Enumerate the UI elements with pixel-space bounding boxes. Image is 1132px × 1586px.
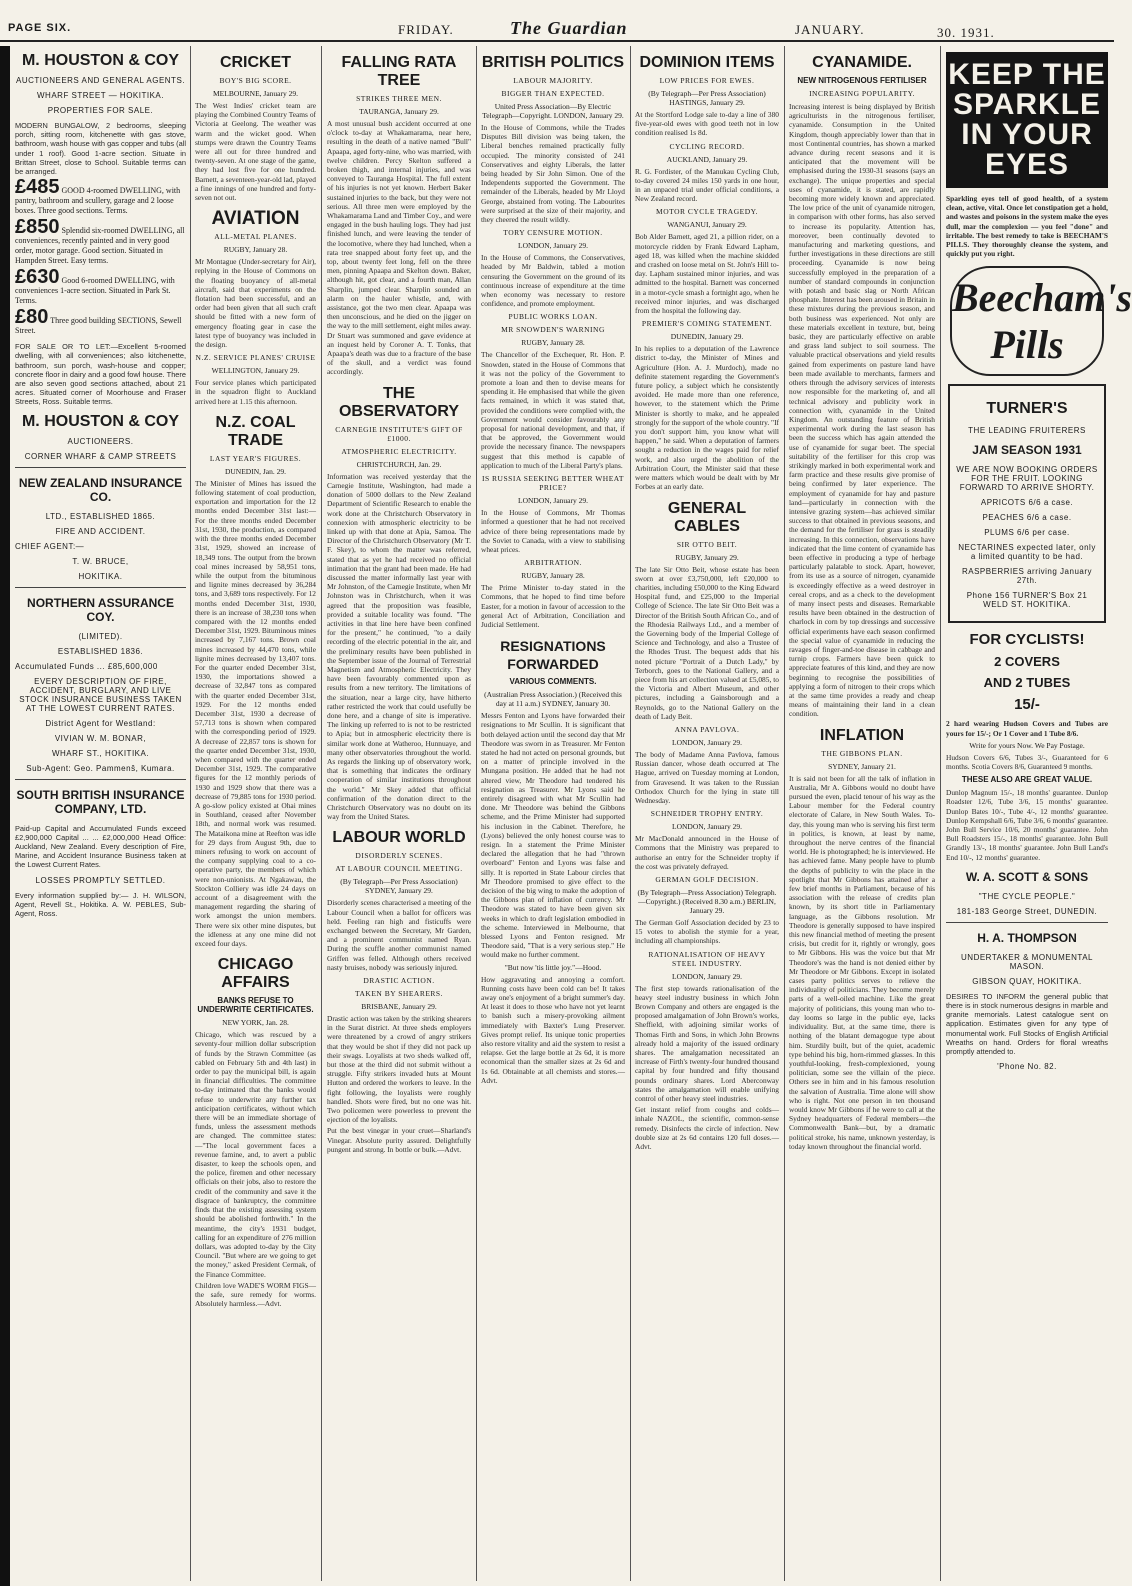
cricket-subhead: BOY'S BIG SCORE.	[219, 76, 292, 85]
column-1-ads	[12, 46, 189, 1581]
masthead-day: FRIDAY.	[398, 22, 454, 37]
divider	[15, 587, 186, 588]
aviation-subhead: ALL-METAL PLANES.	[214, 232, 297, 242]
drastic-subhead: DRASTIC ACTION.	[363, 976, 435, 986]
premier-body: In his replies to a deputation of the Lawrence district to-day, the Minister of Mines and Agriculture (Hon. A. J. Murdoch), made no definite statement regarding the Government's future policy, a subject which he consistently avoided. He made more than one reference, however, to the statement which the Prime Minister is shortly to make, and he appealed strongly for the support of the whole country. "If you don't support him, you know what will happen," he said. When a deputation of farmers sought a reduction in the wages paid for relief work, and also urged the abolition of the Arbitration Court, the Minister said that these were matters which would be dealt with by Mr Forbes at an early date.	[635, 344, 779, 492]
labour-subhead-2: AT LABOUR COUNCIL MEETING.	[335, 864, 463, 874]
page-label: PAGE SIX.	[8, 22, 72, 34]
cycling-body: R. G. Fordister, of the Manukau Cycling Club, to-day covered 24 miles 150 yards in one hour, in an unpaced trial under official conditions, a New Zealand record.	[635, 166, 779, 204]
column-rule	[321, 46, 322, 1581]
column-rule	[476, 46, 477, 1581]
houston-ad	[15, 52, 186, 461]
tory-dateline: LONDON, January 29.	[518, 241, 588, 251]
cyclists-tubes: AND 2 TUBES	[983, 675, 1071, 691]
nzs-dateline: WELLINGTON, January 29.	[211, 366, 300, 376]
hood-quote: "But now 'tis little joy."—Hood.	[504, 962, 602, 972]
northern-district: District Agent for Westland:	[45, 718, 156, 728]
scott-cycle: "THE CYCLE PEOPLE."	[978, 891, 1076, 901]
drastic-subhead-2: TAKEN BY SHEARERS.	[355, 989, 443, 999]
turners-peaches: PEACHES 6/6 a case.	[982, 513, 1072, 523]
price-80-value: £80	[15, 306, 49, 329]
beechams-logo: Beecham's Pills	[950, 266, 1104, 376]
motor-subhead: MOTOR CYCLE TRAGEDY.	[656, 207, 758, 217]
price-630-text: Good 6-roomed DWELLING, with conveniences 1-acre section. Situated in Park St. Terms.	[15, 276, 175, 306]
politics-body: In the House of Commons, while the Trades Disputes Bill division was being taken, the Liberal benches remained practically fully occupied. The minority consisted of 241 Conservatives and eighty Liberals, the latter being headed by Sir John Simon. One of the Independents supported the Government. The remainder of the Liberals, headed by Mr Lloyd George, abstained from voting. The Labourites were surprised at the size of their majority, and they cheered the result wildly.	[481, 123, 625, 225]
russia-dateline: LONDON, January 29.	[518, 496, 588, 506]
anna-body: The body of Madame Anna Pavlova, famous Russian dancer, whose death occurred at The Hague, arrived on Tuesday morning at London, from Gravesend. It was taken to the Russian Orthodox Church for the lying in state till Wednesday.	[635, 749, 779, 805]
coal-headline: N.Z. COAL TRADE	[215, 413, 296, 449]
scott-address: 181-183 George Street, DUNEDIN.	[956, 906, 1098, 916]
drastic-body: Drastic action was taken by the striking shearers in the Surat district. At three sheds employers were threatened by a crowd of angry strikers that they would be shot if they did not pack up their swags. Loyalists at two sheds walked off, but those at the third did not submit without a struggle. Fifty strikers invaded huts at Mount Hutton and ordered the workers to leave. In the fight following, the loyalists were roughly handled. Shots were fired, but no one was hit. Two policemen were powerless to prevent the ejection of the loyalists.	[327, 1014, 471, 1125]
observatory-subhead-2: ATMOSPHERIC ELECTRICITY.	[341, 446, 457, 456]
turners-leading: THE LEADING FRUITERERS	[968, 426, 1086, 436]
divider	[15, 467, 186, 468]
turners-jam: JAM SEASON 1931	[972, 443, 1082, 458]
nzs-body: Four service planes which participated in the squadron flight to Auckland arrived here at 1.15 this afternoon.	[195, 378, 316, 406]
column-rule	[630, 46, 631, 1581]
nz-insurance-chief: CHIEF AGENT:—	[15, 541, 85, 551]
snowden-subhead: MR SNOWDEN'S WARNING	[501, 325, 605, 335]
thompson-ad	[946, 931, 1108, 1071]
rata-subhead: STRIKES THREE MEN.	[356, 94, 442, 103]
loan-subhead: PUBLIC WORKS LOAN.	[508, 312, 598, 322]
price-485	[15, 176, 186, 216]
snowden-body: The Chancellor of the Exchequer, Rt. Hon. P. Snowden, stated in the House of Commons that it was not the policy of the Government to promote a loan and then to devise means for spending it. He emphasised that while the given facts remained, in which it was stated that, provided the conditions were complied with, the Government would consider favourably any proposal for national development, and that, if that be approved, the Government would provide the necessary finance. The newspapers suggest that this method is capable of application to much of the Liberal Party's plans.	[481, 350, 625, 470]
hood-advt: How aggravating and annoying a comfort. Running costs have been cold can be! It takes away one's enjoyment of a bright summer's day. At least it does to those who have not yet learnt to banish such a misery-provoking ailment immediately with Baxter's Lung Preserver. Gives prompt relief. Its unique tonic properties also restore vitality and aid the system to resist a relapse. Get the large bottle at 2s 6d, it is more economical than the smaller sizes at 2s 6d and 1s 6d. Obtainable at all chemists and stores.—Advt.	[481, 974, 625, 1085]
south-british-losses: LOSSES PROMPTLY SETTLED.	[35, 875, 166, 885]
column-3	[324, 46, 474, 1581]
houston-corner: CORNER WHARF & CAMP STREETS	[24, 451, 177, 461]
coal-body: The Minister of Mines has issued the following statement of coal production, exportation and importation for the 12 months ended December 31st last:— For the three months ended December 31st, 1930, the production, as compared with the three months ended December 31st, 1929, showed an increase of 18,349 tons. The output from the brown coal mines increased by 58,951 tons, while the output from the bituminous and lignite mines decreased by 36,284 tons, and 3,689 tons respectively. For 12 months ended December 31st, 1930, there is an increase of 38,230 tons when compared with the 12 months ended December 31st, 1929. Bituminous mines increased by 7,167 tons. Brown coal mines increased by 44,470 tons, while lignite mines decreased by 13,407 tons. For the quarter ended December 31st, 1930, the importations showed a decrease of 32,847 tons as compared with the quarter ended December 31st, 1929. For the 12 months ended December 31st, 1930 a decrease of 57,713 tons is shown when compared with the corresponding period of 1929. A decrease of 22,857 tons is shown for the quarter ended December 31st, 1930, when compared with the quarter ended December 31st, 1929. The comparative figures for the 12 monthly periods of 1930 and 1929 show that there was a decrease of 79,885 tons for 1930 period. A go-slow policy existed at Ohai mines in Southland, ceased after November 18th, and normal work was resumed. The Mataikona mine at Reefton was idle for 29 days from August 9th, due to miners refusing to work on account of the company supplying coal to a co-operative party, the members of which were non-unionists. At Ngakawau, the Stockton Colliery was idle 24 days on account of a disagreement with the management regarding the sharing of work amongst the union members. There were six other mine disputes, but the idleness at any one mine did not exceed four days.	[195, 478, 316, 949]
russia-body: In the House of Commons, Mr Thomas informed a questioner that he had not received advice of there being representations made by the Soviet to Canada, with a view to stabilising wheat prices.	[481, 508, 625, 554]
arbitration-body: The Prime Minister to-day stated in the Commons, that he hoped to find time before Easter, for a motion in favour of accession to the general Act of Arbitration, Conciliation and Judicial Settlement.	[481, 583, 625, 629]
turners-ad	[948, 384, 1106, 623]
nz-insurance-bruce: T. W. BRUCE,	[72, 556, 129, 566]
northern-vivian: VIVIAN W. M. BONAR,	[54, 733, 147, 743]
masthead	[0, 0, 1114, 42]
dominion-dateline: (By Telegraph—Per Press Association) HASTINGS, January 29.	[648, 89, 766, 107]
column-2	[192, 46, 319, 1581]
rata-body: A most unusual bush accident occurred at one o'clock to-day at Whakamarama, near here, resulting in the death of a native named "Bull" Apaapa, aged forty-nine, who was married, with twelve children. Percy Skelton suffered a broken thigh, and internal injuries, and was conveyed to Tauranga Hospital. The full extent of his injuries is not yet known. Herbert Baker sustained injuries to the back, but they were not serious. All three men were employed by the Whakamarama Land and Timber Coy., and were engaged in the bush hauling logs. They had just finished lunch, and were leaving the tender of the locomotive, where they had lunched, when a rata tree snapped about forty feet up, and the top, about twenty feet long, fell on the three men, pinning Apaapa and Skelton down. Baker, although hit, got clear, and a fourth man, Allan Sharplin, jumped clear. Sharplin sounded an alarm on the hauler whistle, and, with assistance, got the two men clear. Apaapa was then unconscious, and he died on the jigger on the way to the mill settlement, eight miles away. Dr Stuart was summoned and gave evidence at an inquest held by Coroner A. T. Tonks, that Apaapa's death was due to a fracture of the base of the skull, and a verdict was found accordingly.	[327, 119, 471, 377]
schneider-subhead: SCHNEIDER TROPHY ENTRY.	[650, 809, 764, 819]
left-margin-bar	[0, 46, 10, 1586]
northern-every: EVERY DESCRIPTION OF FIRE, ACCIDENT, BURGLARY, AND LIVE STOCK INSURANCE BUSINESS TAKEN AT THE LOWEST CURRENT RATES.	[19, 676, 182, 713]
observatory-subhead: CARNEGIE INSTITUTE'S GIFT OF £1000.	[335, 424, 463, 443]
tory-body: In the House of Commons, the Conservatives, headed by Mr Baldwin, tabled a motion censuring the Government on the ground of its continuous increase of expenditure at the time when economy was necessary to restore confidence, and promote employment.	[481, 253, 625, 309]
cricket-dateline: MELBOURNE, January 29.	[213, 89, 298, 98]
worm-advt: Children love WADE'S WORM FIGS—the safe, sure remedy for worms. Absolutely harmless.—Advt.	[195, 1280, 316, 1309]
keep-sparkle-banner: KEEP THE SPARKLE IN YOUR EYES	[946, 52, 1108, 188]
northern-est: ESTABLISHED 1836.	[57, 646, 144, 656]
column-6	[786, 46, 938, 1581]
steel-subhead: RATIONALISATION OF HEAVY STEEL INDUSTRY.	[648, 949, 766, 968]
turners-plums: PLUMS 6/6 per case.	[984, 528, 1070, 538]
chicago-headline: CHICAGO AFFAIRS	[217, 956, 294, 992]
snowden-dateline: RUGBY, January 28.	[521, 338, 585, 348]
nz-insurance-ad	[15, 476, 186, 581]
resignations-dateline: (Australian Press Association.) (Received this day at 11 a.m.) SYDNEY, January 30.	[484, 690, 622, 709]
northern-limited: (LIMITED).	[78, 631, 123, 641]
dominion-headline: DOMINION ITEMS	[639, 54, 775, 71]
cyanamide-headline: CYANAMIDE.	[812, 54, 912, 71]
cyclists-price: 15/-	[1014, 696, 1040, 714]
turners-apricots: APRICOTS 6/6 a case.	[980, 498, 1074, 508]
thompson-phone: 'Phone No. 82.	[997, 1062, 1057, 1072]
dunlop-list: Dunlop Magnum 15/-, 18 months' guarantee. Dunlop Roadster 12/6, Tube 3/6, 15 months' guarantee. Dunlop Bates 10/-, Tube 4/-, 12 months' guarantee. Dunlop Kempshall 6/6, Tube 3/6, 6 months' guarantee. John Bull Service 10/6, 20 months' guarantee. John Bull Roadsters 15/-, 18 months' guarantee. John Bull Grandly 13/-, 18 months' guarantee. John Bull Land's End 10/-, 12 months' guarantee.	[946, 788, 1108, 862]
inflation-dateline: SYDNEY, January 21.	[828, 761, 896, 771]
schneider-body: Mr MacDonald announced in the House of Commons that the Ministry was prepared to authorise an entry for the Schneider trophy if the cost was privately defrayed.	[635, 834, 779, 871]
nzs-subhead: N.Z. SERVICE PLANES' CRUISE	[195, 353, 316, 363]
otto-body: The late Sir Otto Beit, whose estate has been sworn at over £3,750,000, left £20,000 to charities, including £50,000 to the King Edward Hospital fund, and £25,000 to the Imperial College of Science. The late Sir Otto Beit was a Director of the British South African Co., and of the Rhodesia Railways Ltd., and a member of the Governing body of the Imperial College of Science and Technology, and also a Trustee of the Rhodes Trust. The bequest adds that his noted picture "Portrait of a Dutch Lady," by Terborch, goes to the National Gallery, and a piece from his art collection valued at £5,085, to the Victoria and Albert Museum, and other pictures, including a Gainsborough and a Reynolds, go to the National Gallery on the death of Lady Beit.	[635, 564, 779, 721]
northern-subagent: Sub-Agent: Geo. Pammenŝ, Kumara.	[26, 763, 175, 773]
chicago-subhead: BANKS REFUSE TO UNDERWRITE CERTIFICATES.	[197, 996, 314, 1015]
hudson-offer: 2 hard wearing Hudson Covers and Tubes are yours for 15/-; Or 1 Cover and 1 Tube 8/6.	[946, 719, 1108, 738]
column-5	[632, 46, 782, 1581]
arbitration-subhead: ARBITRATION.	[524, 558, 582, 568]
houston-title: M. HOUSTON & COY	[21, 52, 180, 69]
northern-wharf: WHARF ST., HOKITIKA.	[51, 748, 150, 758]
vinegar-advt: Put the best vinegar in your cruet—Sharland's Vinegar. Absolute purity assured. Delightfully pungent and strong. In bottle or bulk.—Advt.	[327, 1126, 471, 1154]
cricket-body: The West Indies' cricket team are playing the Combined Country Teams of Victoria at Geelong. The weather was warm and the wicket good. When stumps were drawn the Country Teams were all out for three hundred and twenty-seven. At one stage of the game, they had lost five for one hundred. Barnett, a seventeen-year-old lad, played a fine innings of one hundred and forty-seven not out.	[195, 101, 316, 203]
rata-dateline: TAURANGA, January 29.	[359, 107, 439, 116]
cyanamide-subhead: NEW NITROGENOUS FERTILISER	[797, 76, 927, 85]
politics-subhead: LABOUR MAJORITY.	[513, 76, 593, 85]
nazol-advt: Get instant relief from coughs and colds—inhale NAZOL, the scientific, common-sense remedy. Disinfects the circle of infection. New double size at 2s 6d contains 120 full doses.—Advt.	[635, 1105, 779, 1152]
scott-title: W. A. SCOTT & SONS	[965, 869, 1089, 884]
price-850	[15, 216, 186, 266]
dominion-subhead: LOW PRICES FOR EWES.	[659, 76, 755, 85]
aviation-headline: AVIATION	[211, 208, 300, 230]
scott-ad	[946, 870, 1108, 916]
masthead-month: JANUARY.	[795, 22, 865, 37]
observatory-body: Information was received yesterday that the Carnegie Institute, Washington, had made a donation of 5000 dollars to the New Zealand Department of Scientific Research to enable the work done at the Christchurch Observatory in connexion with atmospheric electricity to be linked up with that done at Apia, Samoa. The Director of the Christchurch Observatory (Mr T. F. Skey), to whom the matter was referred, stated that as yet he had received no official intimation that the grant had been made. He had discussed the matter informally last year with Mr Johnston, of the Carnegie Institute, when Mr Johnston was in Christchurch, when it was agreed that the proposition was feasible, provided a suitable locality was found. "The activities in that line here have been confined for the present," he continued, "to a daily recording of the electric potential in the air, and the preliminary results have been published in the September issue of the Journal of Terrestrial Magnetism and Atmospheric Electricity. They have been favourably commented upon as results from a new territory. The limitations of the situation, near a large city, have hitherto rather restricted the work that could usefully be done here, and a change of site is imperative. The linking up referred to is not to be restricted to Apia; but in atmospheric electricity there is similar work done at Watheroo, Hunnuaye, and many other observatories throughout the world. As regards the linking up of observatory work, that is something that indicates the ordinary cooperation of similar institutions throughout the world." Mr Skey added that official confirmation of the donation direct to the Christchurch Observatory was no doubt on its way from the United States.	[327, 471, 471, 822]
south-british-paidup: Paid-up Capital and Accumulated Funds exceed £2,900,000 Capital ... ... £2,000,000 Head Office: Auckland, New Zealand. Every description of Fire, Marine, and Accident Insurance Business taken at the Lowest Current Rates.	[15, 823, 186, 870]
cables-headline: GENERAL CABLES	[667, 499, 747, 535]
houston-props: PROPERTIES FOR SALE.	[47, 106, 154, 115]
south-british-title: SOUTH BRITISH INSURANCE COMPANY, LTD.	[16, 787, 185, 816]
coal-dateline: DUNEDIN, Jan. 29.	[224, 466, 287, 476]
price-485-value: £485	[15, 176, 60, 199]
divider	[15, 779, 186, 780]
schneider-dateline: LONDON, January 29.	[672, 822, 742, 832]
price-485-text: GOOD 4-roomed DWELLING, with pantry, bathroom and scullery, garage and 2 loose boxes. Three good sections. Terms.	[15, 186, 181, 216]
aviation-body: Mr Montague (Under-secretary for Air), replying in the House of Commons on the floating buoyancy of all-metal aircraft, said that experiments on the flotation had been successful, and an order had been given that all such craft should be fitted with a new form of emergency floating gear in case the latest type of buoyancy was included in the design.	[195, 257, 316, 350]
labour-headline: LABOUR WORLD	[332, 829, 466, 847]
coal-subhead: LAST YEAR'S FIGURES.	[209, 453, 302, 463]
northern-title: NORTHERN ASSURANCE COY.	[27, 595, 174, 624]
houston-auctioneers-2: AUCTIONEERS.	[67, 436, 134, 446]
price-80	[15, 306, 186, 336]
chicago-dateline: NEW YORK, Jan. 28.	[222, 1018, 289, 1028]
resignations-body: Messrs Fenton and Lyons have forwarded their resignations to Mr Scullin. It is significant that both delayed action until the second day that Mr Theodore was sworn in as Treasurer. Mr Fenton stated he had not acted on personal grounds, but on a matter of principle involved in the Mungana position. He added that he had not altered view, Mr Theodore had tendered his resignation as Treasurer. Mr Lyons said he entirely disagreed with what Mr Scullin had done. Mr Theodore was behind the Gibbons scheme, and the Prime Minister had supported his inclusion in the Cabinet. Therefore, he (Lyons) believed the only honest course was to resign. In a statement the Prime Minister declared the allegation that he had "thrown overboard" Fenton and Lyons was false and silly. It is reported in State Labour circles that Mr Theodore promised to give effect to the decision of the big wing to make the adoption of the Gibbons plan of inflation of currency. Mr Theodore was stated to have been given six weeks in which to draft legislation embodied in the scheme. Interviewed in Melbourne, that blessed Lyons and Fenton resigned. Mr Theodore said, "That is a very serious step." He would make no further comment.	[481, 711, 625, 960]
premier-dateline: DUNEDIN, January 29.	[670, 332, 744, 342]
cyanamide-body: Increasing interest is being displayed by British agriculturists in the nitrogenous fertiliser, cyanamide. Consumption in the United Kingdom, though appreciably lower than that in most Continental countries, has shown a marked advance during recent seasons and it is anticipated that the movement will be emphasised during the 1930-31 seasons (says an exchange). The unique properties and special uses of cyanamide, it is stated, are rapidly becoming more widely known and appreciated. The low price of the unit of cyanamide nitrogen, in comparison with other forms, has also served to increase its popularity. Attention has, moreover, been continually devoted to manufacturing and marketing questions, and further investigations in these directions are still proceeding. Cyanamide is now being successfully employed in the preparation of a number of standard compounds in conjunction with potash and basic slag or North African phosphate. Interest has been aroused in Britain in these mixtures during the previous season, and both business was experienced. Not only are these materials excellent in texture, but, being basic, they are particularly effective on arable and grass land subject to soil sourness. The valuable practical observations and yield results gained from experiments on pasture land have been made available to merchants, farmers and others through the advisory services of interests now responsible for the marketing of, and all technical advisory and publicity work in connection with, cyanamide in the United Kingdom. An outstanding feature of British experimental work during the last season has been the success which has again attended the use of cyanamide for sugar beet. The special suitability of the fertiliser for this crop was strikingly marked in both experimental work and farm practice and these results give promise of being confirmed by later experience. The employment of cyanamide for hay and pasture land—particularly in connection with the intensive grazing system—has achieved similar success to that obtained in previous seasons, and the demand for the fertiliser for grass is steadily increasing. In this connection, observations have indicated that the lime content of cyanamide has been effective in producing a type of herbage particularly palatable to stock. Apart, however, from its use as a source of nitrogen, cyanamide is exceedingly effective as a weed destroyer in cereal crops, and as a check to the development of many insect pests and diseases. Remarkable results have been obtained in the destruction of charlock in corn by top dressings and successive official experiments have each season confirmed the special value of cyanamide in reducing the ravages of finger-and-toe disease in cabbage and turnip crops. Farmers have been quick to appreciate features of this kind, and they are now beginning to recognise the possibilities of applying a form of nitrogen to their crops which at the same time provides a ready and cheap means of maintaining their land in a clean condition.	[789, 102, 935, 719]
price-850-value: £850	[15, 216, 60, 239]
otto-dateline: RUGBY, January 29.	[675, 552, 739, 562]
masthead-date: 30. 1931.	[937, 25, 995, 40]
golf-body: The German Golf Association decided by 23 to 15 votes to abolish the stymie for a year, including all championships.	[635, 917, 779, 946]
observatory-headline: THE OBSERVATORY	[338, 384, 460, 420]
cycling-dateline: AUCKLAND, January 29.	[666, 154, 748, 164]
south-british-ad	[15, 788, 186, 919]
otto-subhead: SIR OTTO BEIT.	[676, 539, 738, 549]
rata-headline: FALLING RATA TREE	[341, 54, 457, 89]
inflation-headline: INFLATION	[819, 726, 905, 744]
motor-dateline: WANGANUI, January 29.	[667, 220, 747, 230]
houston-wharf: WHARF STREET — HOKITIKA.	[37, 91, 164, 100]
column-7-ads	[943, 46, 1132, 1581]
inflation-body: It is said not been for all the talk of inflation in Australia, Mr A. Gibbons would no doubt have pursued the even, placid tenour of his way as the Labour member for the Federal country electorate of Calare, in New South Wales. To-day, this young man who is serving his first term in politics, is known, at least by name, throughout the nerve centres of the financial world. He is photographed; he is interviewed. He has achieved fame. Many people have to plumb the depths of publicity to win the place in the spotlight that Mr Gibbons has attained after a few brief months in Parliament, because of his association with the release of credits plan known, by its short title in Parliamentary language, as the Gibbons resolution. Mr Theodore is generally supposed to have inspired this new financial method of meeting the present crisis, but credit for it, rightly or wrongly, goes to Mr Gibbons. His was the voice but that Mr Theodore's was the hand is not denied either by Mr Theodore or Mr Gibbons. Except in isolated cases party politics serves to relieve the individuality of politicians. They become merely parts of a well-oiled machine. Like the great majority of politicians, this young man who to-day looms so large in the public eye, lacks individuality. But, at the same time, there is nothing of the blatant demagogue type about him. Sturdily built, but of the quiet, academic type behind his big, horn-rimmed glasses. In this youthful-looking, fresh-complexioned, young politician, some see the villain of the piece. Others see in him and in his famous resolution the salvation of Australia. Time alone will show who is right. Not one person in ten thousand would know Mr Gibbons if he were to call at the Sydney headquarters of Federal members—the Commonwealth Bank—but, by a dramatic political stroke, his name, unknown yesterday, is today known throughout the financial world.	[789, 773, 935, 1151]
labour-dateline: (By Telegraph—Per Press Association) SYDNEY, January 29.	[340, 877, 458, 896]
hudson-list: Hudson Covers 6/6, Tubes 3/-, Guaranteed for 6 months. Scotia Covers 8/6, Guaranteed 9 months.	[946, 752, 1108, 772]
turners-footer: Phone 156 TURNER'S Box 21 WELD ST. HOKITIKA.	[966, 591, 1088, 610]
cyclists-title: FOR CYCLISTS!	[969, 631, 1085, 649]
sale-let-text: FOR SALE OR TO LET:—Excellent 5-roomed dwelling, with all conveniences; also kitchenette, bathroom, sun porch, wash-house and copper; concrete floor in dairy and a good fowl house. There are also seven good sections attached, about 21 acres. Situated corner of Moorhouse and Fraser Streets, Ross. Suitable terms.	[15, 342, 186, 407]
anna-dateline: LONDON, January 29.	[672, 737, 742, 747]
politics-subhead-2: BIGGER THAN EXPECTED.	[501, 89, 605, 98]
cricket-headline: CRICKET	[219, 54, 292, 71]
aviation-dateline: RUGBY, January 28.	[223, 245, 288, 255]
thompson-title: H. A. THOMPSON	[977, 930, 1077, 945]
golf-dateline: (By Telegraph—Press Association) Telegraph.—Copyright.) (Received 8.30 a.m.) BERLIN, January 29.	[637, 887, 777, 915]
arbitration-dateline: RUGBY, January 28.	[521, 571, 585, 581]
northern-ad	[15, 596, 186, 773]
inflation-subhead: THE GIBBONS PLAN.	[821, 748, 903, 758]
column-4	[478, 46, 628, 1581]
golf-subhead: GERMAN GOLF DECISION.	[655, 874, 759, 884]
nz-insurance-title: NEW ZEALAND INSURANCE CO.	[18, 475, 183, 504]
cycling-subhead: CYCLING RECORD.	[669, 141, 745, 151]
northern-funds: Accumulated Funds ... £85,600,000	[15, 661, 158, 671]
price-80-text: Three good building SECTIONS, Sewell Street.	[15, 316, 182, 336]
south-british-supplied: Every information supplied by:— J. H. WILSON, Agent, Revell St., Hokitika. A. W. PEBLES, Sub-Agent, Ross.	[15, 890, 186, 919]
column-rule	[784, 46, 785, 1581]
politics-dateline: United Press Association—By Electric Telegraph—Copyright. LONDON, January 29.	[482, 102, 624, 120]
turners-title: TURNER'S	[986, 400, 1068, 418]
column-rule	[940, 46, 941, 1581]
labour-subhead: DISORDERLY SCENES.	[355, 851, 443, 861]
resignations-headline: RESIGNATIONS FORWARDED	[500, 638, 606, 673]
modern-bungalow-text: MODERN BUNGALOW, 2 bedrooms, sleeping porch, sitting room, kitchenette with gas stove, bathroom, wash house with gas copper and tubs (all under 1 roof). Good 1-acre section. Situate in Brittan Street, close to School. Suitable terms can be arranged.	[15, 121, 186, 177]
thompson-trade: UNDERTAKER & MONUMENTAL MASON.	[961, 952, 1093, 971]
cyanamide-subhead-2: INCREASING POPULARITY.	[809, 89, 915, 98]
price-630-value: £630	[15, 266, 60, 289]
houston-auctioneers: AUCTIONEERS AND GENERAL AGENTS.	[15, 76, 185, 85]
thompson-address: GIBSON QUAY, HOKITIKA.	[972, 976, 1082, 986]
labour-body: Disorderly scenes characterised a meeting of the Labour Council when a ballot for officers was held. Feeling ran high and fisticuffs were exchanged between the Secretary, Mr Garden, and a prominent communist named Ryan. During the scuffle another communist named Griffen was felled. Although others received nasty bruises, nobody was seriously injured.	[327, 898, 471, 972]
paper-title: The Guardian	[510, 18, 628, 38]
price-850-text: Splendid six-roomed DWELLING, all conveniences, recently painted and in very good order, motor garage. Good section. Situated in Hampden Street. Easy terms.	[15, 226, 185, 266]
turners-booking: WE ARE NOW BOOKING ORDERS FOR THE FRUIT. LOOKING FORWARD TO ARRIVE SHORTY.	[956, 465, 1098, 493]
column-rule	[190, 46, 191, 1581]
turners-raspberries: RASPBERRIES arriving January 27th.	[961, 567, 1093, 586]
dominion-body: At the Stortford Lodge sale to-day a line of 380 five-year-old ewes with good teeth not in low condition realised 1s 8d.	[635, 110, 779, 138]
turners-nectarines: NECTARINES expected later, only a limited quantity to be had.	[958, 543, 1096, 562]
chicago-body: Chicago, which was rescued by a seventy-four million dollar subscription of funds by the Strawn Committee (as cabled on February 5th and 4th last) in order to pay the municipal bill, is again in financial difficulties. The committee to-day intimated that the banks would refuse to underwrite any further tax anticipation certificates, without which there will be an immediate shortage of funds, unless the assessment methods are changed. The committee states:—"The local government faces a revenue famine, and, to avert a public disaster, to keep the schools open, and the police, firemen and other necessary officials on their jobs, also to restore the credit of the community and save it the disgrace of bankruptcy, the committee finds that the existing assessing system should be abolished forthwith." In the meantime, the city's 1931 budget, calling for an expenditure of 276 million dollars, was adopted to-day by the City Council. "But where are we going to get the money," asked President Cermak, of the Finance Committee.	[195, 1030, 316, 1279]
drastic-dateline: BRISBANE, January 29.	[361, 1002, 437, 1012]
cyclists-covers: 2 COVERS	[994, 654, 1060, 670]
politics-headline: BRITISH POLITICS	[481, 54, 625, 71]
nz-insurance-est: LTD., ESTABLISHED 1865.	[45, 511, 156, 521]
steel-body: The first step towards rationalisation of the heavy steel industry business in which John Brown Company and others are engaged is the proposed amalgamation of John Brown's works, Sheffield, with adjoining similar works of Thomas Firth and Sons, in which John Browns already hold a majority of the issued ordinary shares. The amalgamation necessitated an increase of Firth's twenty-four hundred thousand capital by four hundred and fifty thousand pounds ordinary shares. Lord Aberconway states the amalgamation will enable unifying control of other heavy steel industries.	[635, 983, 779, 1104]
premier-subhead: PREMIER'S COMING STATEMENT.	[641, 319, 773, 329]
motor-body: Bob Alder Barnett, aged 21, a pillion rider, on a motorcycle ridden by Frank Edward Lapham, aged 18, was killed when the machine skidded and crashed on loose metal on St. John's Hill to-day. Lapham sustained minor injuries, and was admitted to the hospital. Barnett was concerned in a motor-cycle smash a fortnight ago, when he received minor injuries, and was discharged from the hospital the following day.	[635, 232, 779, 316]
russia-subhead: IS RUSSIA SEEKING BETTER WHEAT PRICE?	[482, 474, 624, 493]
great-value: THESE ALSO ARE GREAT VALUE.	[961, 775, 1093, 785]
thompson-body: DESIRES TO INFORM the general public that there is in stock numerous designs in marble and granite memorials. Latest catalogue sent on application. Estimates given for any type of monumental work. Full Stocks of English Artificial Wreaths on hand. Orders for floral wreaths promptly attended to.	[946, 991, 1108, 1057]
observatory-dateline: CHRISTCHURCH, Jan. 29.	[356, 459, 442, 469]
steel-dateline: LONDON, January 29.	[672, 971, 742, 981]
nz-insurance-fire: FIRE AND ACCIDENT.	[55, 526, 146, 536]
nz-insurance-hokitika: HOKITIKA.	[78, 571, 123, 581]
sparkle-text: Sparkling eyes tell of good health, of a system clean, active, vital. Once let constipation get a hold, and wastes and poisons in the system make the eyes dull, mar the complexion — you feel "done" and irritable. The best remedy to take is BEECHAM'S PILLS. They thoroughly cleanse the system, and quickly put you right.	[946, 194, 1108, 259]
price-630	[15, 266, 186, 306]
write-now: Write for yours Now. We Pay Postage.	[969, 740, 1085, 750]
tory-subhead: TORY CENSURE MOTION.	[503, 228, 603, 238]
anna-subhead: ANNA PAVLOVA.	[674, 724, 740, 734]
houston-title-2: M. HOUSTON & COY	[21, 412, 180, 430]
resignations-subhead: VARIOUS COMMENTS.	[509, 677, 597, 687]
divider	[946, 922, 1108, 923]
